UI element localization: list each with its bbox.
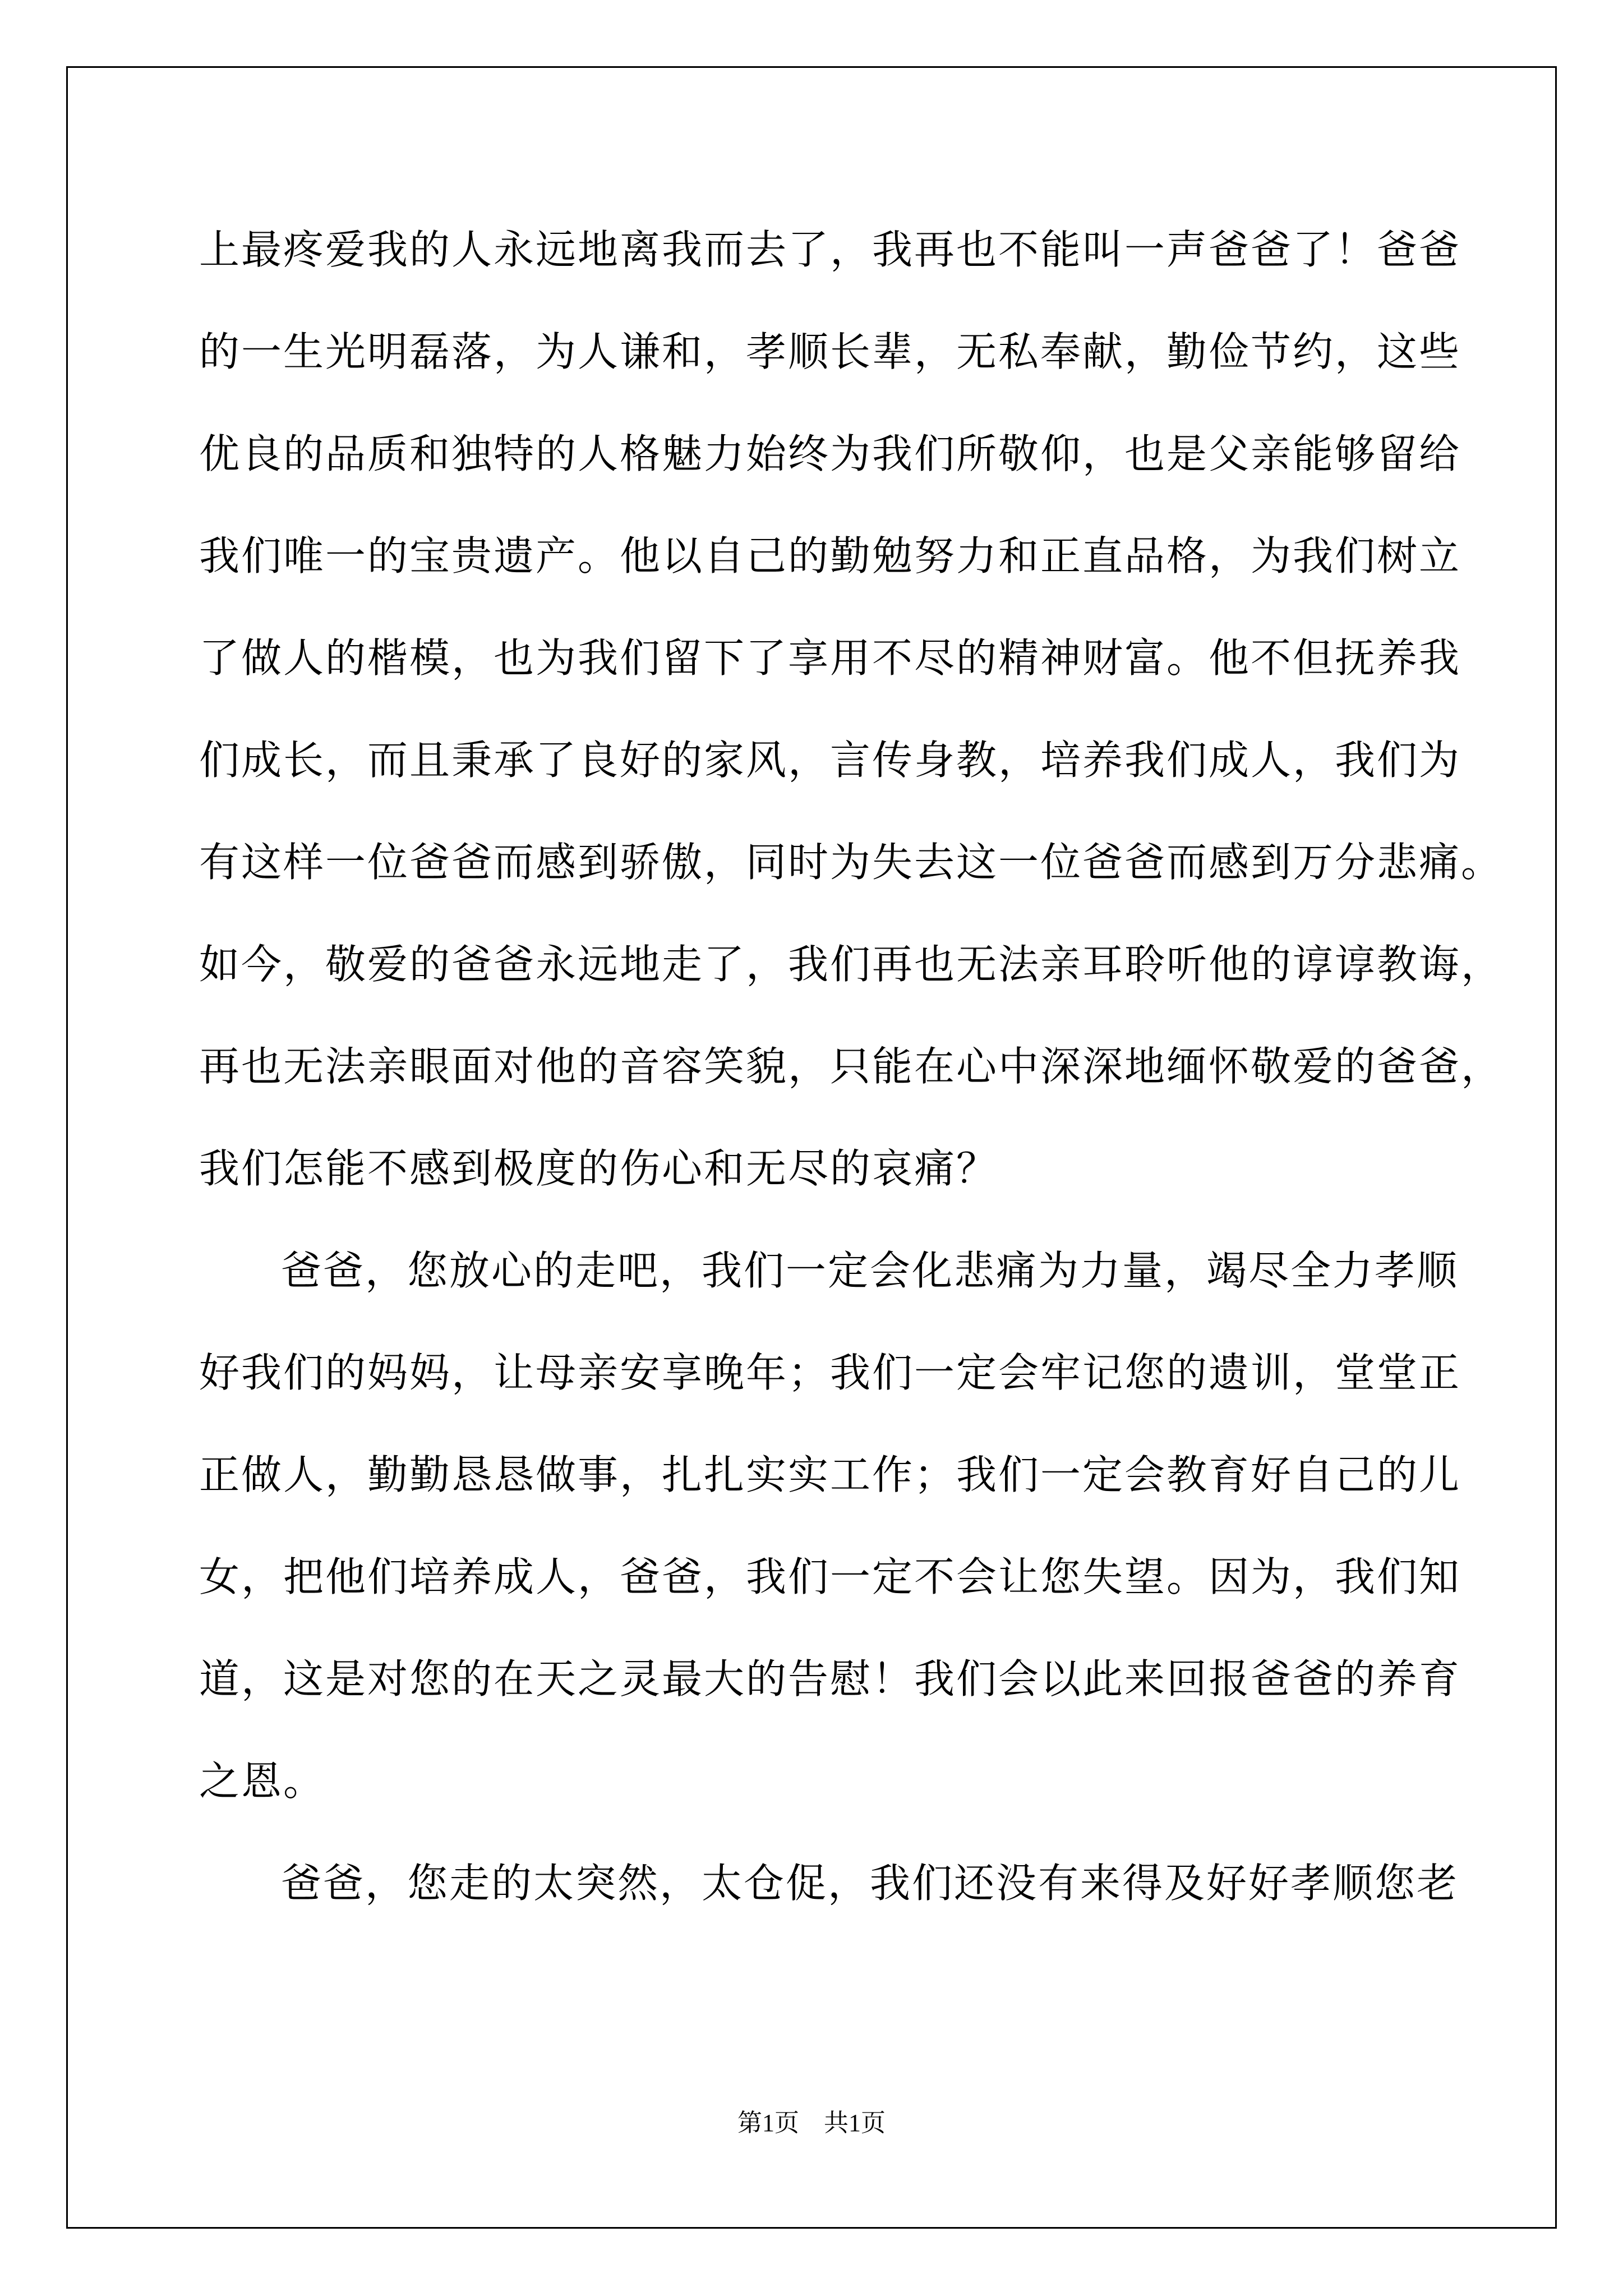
paragraph-start-line: 爸爸，您放心的走吧，我们一定会化悲痛为力量，竭尽全力孝顺	[281, 1247, 1459, 1294]
text-line: 女，把他们培养成人，爸爸，我们一定不会让您失望。因为，我们知	[199, 1553, 1461, 1600]
text-line: 上最疼爱我的人永远地离我而去了，我再也不能叫一声爸爸了！爸爸	[199, 226, 1461, 273]
paragraph-start-line: 爸爸，您走的太突然，太仓促，我们还没有来得及好好孝顺您老	[281, 1860, 1459, 1907]
page-footer	[0, 2106, 1623, 2140]
text-line: 有这样一位爸爸而感到骄傲，同时为失去这一位爸爸而感到万分悲痛。	[199, 839, 1504, 886]
text-line: 好我们的妈妈，让母亲安享晚年；我们一定会牢记您的遗训，堂堂正	[199, 1349, 1461, 1396]
text-line: 优良的品质和独特的人格魅力始终为我们所敬仰，也是父亲能够留给	[199, 430, 1461, 477]
page-total: 共1页	[824, 2109, 886, 2137]
text-line: 的一生光明磊落，为人谦和，孝顺长辈，无私奉献，勤俭节约，这些	[199, 328, 1461, 375]
document-body	[199, 209, 1504, 1944]
text-line: 之恩。	[199, 1757, 326, 1805]
text-line: 如今，敬爱的爸爸永远地走了，我们再也无法亲耳聆听他的谆谆教诲，	[199, 941, 1504, 988]
text-line: 道，这是对您的在天之灵最大的告慰！我们会以此来回报爸爸的养育	[199, 1655, 1461, 1703]
text-line: 正做人，勤勤恳恳做事，扎扎实实工作；我们一定会教育好自己的儿	[199, 1451, 1461, 1498]
page-number: 第1页	[737, 2109, 799, 2137]
text-line: 我们怎能不感到极度的伤心和无尽的哀痛？	[199, 1145, 999, 1192]
text-line: 我们唯一的宝贵遗产。他以自己的勤勉努力和正直品格，为我们树立	[199, 532, 1461, 579]
text-line: 了做人的楷模，也为我们留下了享用不尽的精神财富。他不但抚养我	[199, 634, 1461, 682]
text-line: 再也无法亲眼面对他的音容笑貌，只能在心中深深地缅怀敬爱的爸爸，	[199, 1043, 1504, 1090]
text-line: 们成长，而且秉承了良好的家风，言传身教，培养我们成人，我们为	[199, 737, 1461, 784]
